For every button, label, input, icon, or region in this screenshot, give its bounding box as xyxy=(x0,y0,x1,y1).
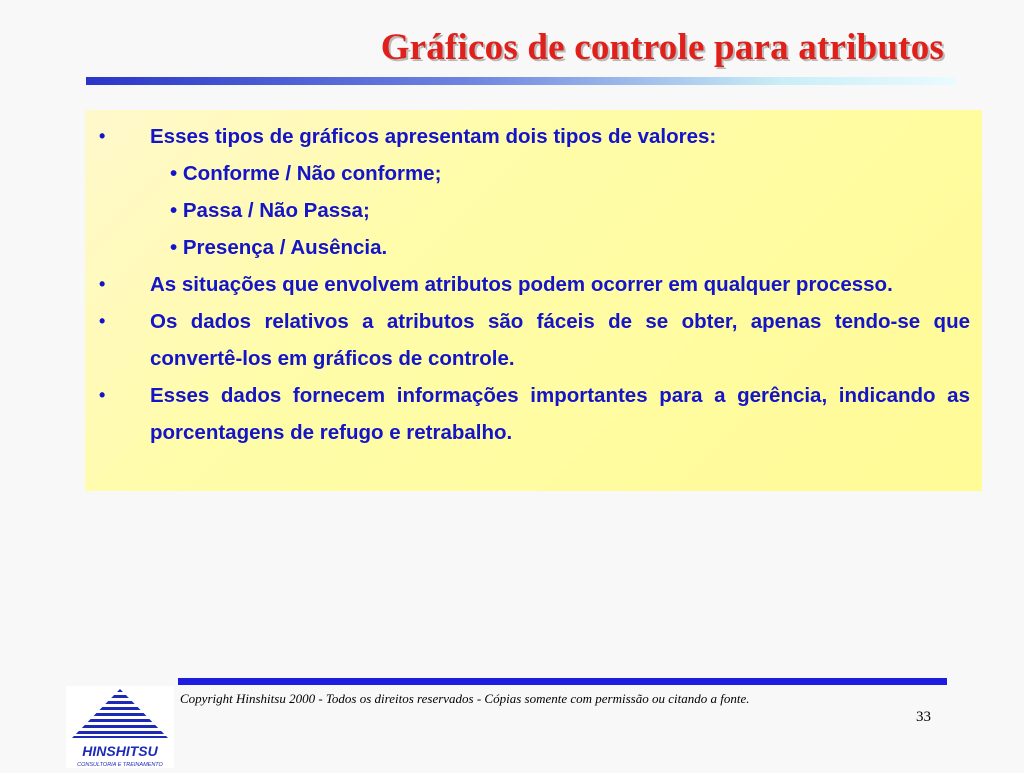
copyright-notice: Copyright Hinshitsu 2000 - Todos os direitos reservados - Cópias somente com permissão ou citando a fonte. xyxy=(180,691,750,706)
bullet-item-3 xyxy=(85,303,970,377)
footer-rule xyxy=(178,678,947,685)
logo-tagline: CONSULTORIA E TREINAMENTO xyxy=(77,762,163,768)
sub-item-1: • Conforme / Não conforme; xyxy=(170,162,442,185)
title-underline xyxy=(86,77,956,85)
bullet-marker: • xyxy=(99,126,106,146)
logo-name: HINSHITSU xyxy=(82,743,158,759)
content-panel xyxy=(85,110,982,491)
slide-title: Gráficos de controle para atributos xyxy=(380,27,944,68)
bullet-item-2 xyxy=(85,266,970,303)
bullet-item-4 xyxy=(85,377,970,451)
bullet-text: Esses dados fornecem informações importantes para a gerência, indicando as porcentagens de refugo e retrabalho. xyxy=(150,384,970,444)
pyramid-logo-icon xyxy=(66,686,174,768)
bullet-marker: • xyxy=(99,385,106,405)
bullet-text: As situações que envolvem atributos podem ocorrer em qualquer processo. xyxy=(150,273,893,296)
sub-item-2: • Passa / Não Passa; xyxy=(170,199,370,222)
hinshitsu-logo xyxy=(66,686,174,768)
bullet-text: Os dados relativos a atributos são fáceis de se obter, apenas tendo-se que convertê-los em gráficos de controle. xyxy=(150,310,970,370)
bullet-text: Esses tipos de gráficos apresentam dois tipos de valores: xyxy=(150,125,717,148)
bullet-item-1 xyxy=(85,118,970,155)
bullet-marker: • xyxy=(99,311,106,331)
sub-item-3: • Presença / Ausência. xyxy=(170,236,388,259)
bullet-list xyxy=(85,118,970,451)
page-number: 33 xyxy=(916,709,931,725)
bullet-marker: • xyxy=(99,274,106,294)
